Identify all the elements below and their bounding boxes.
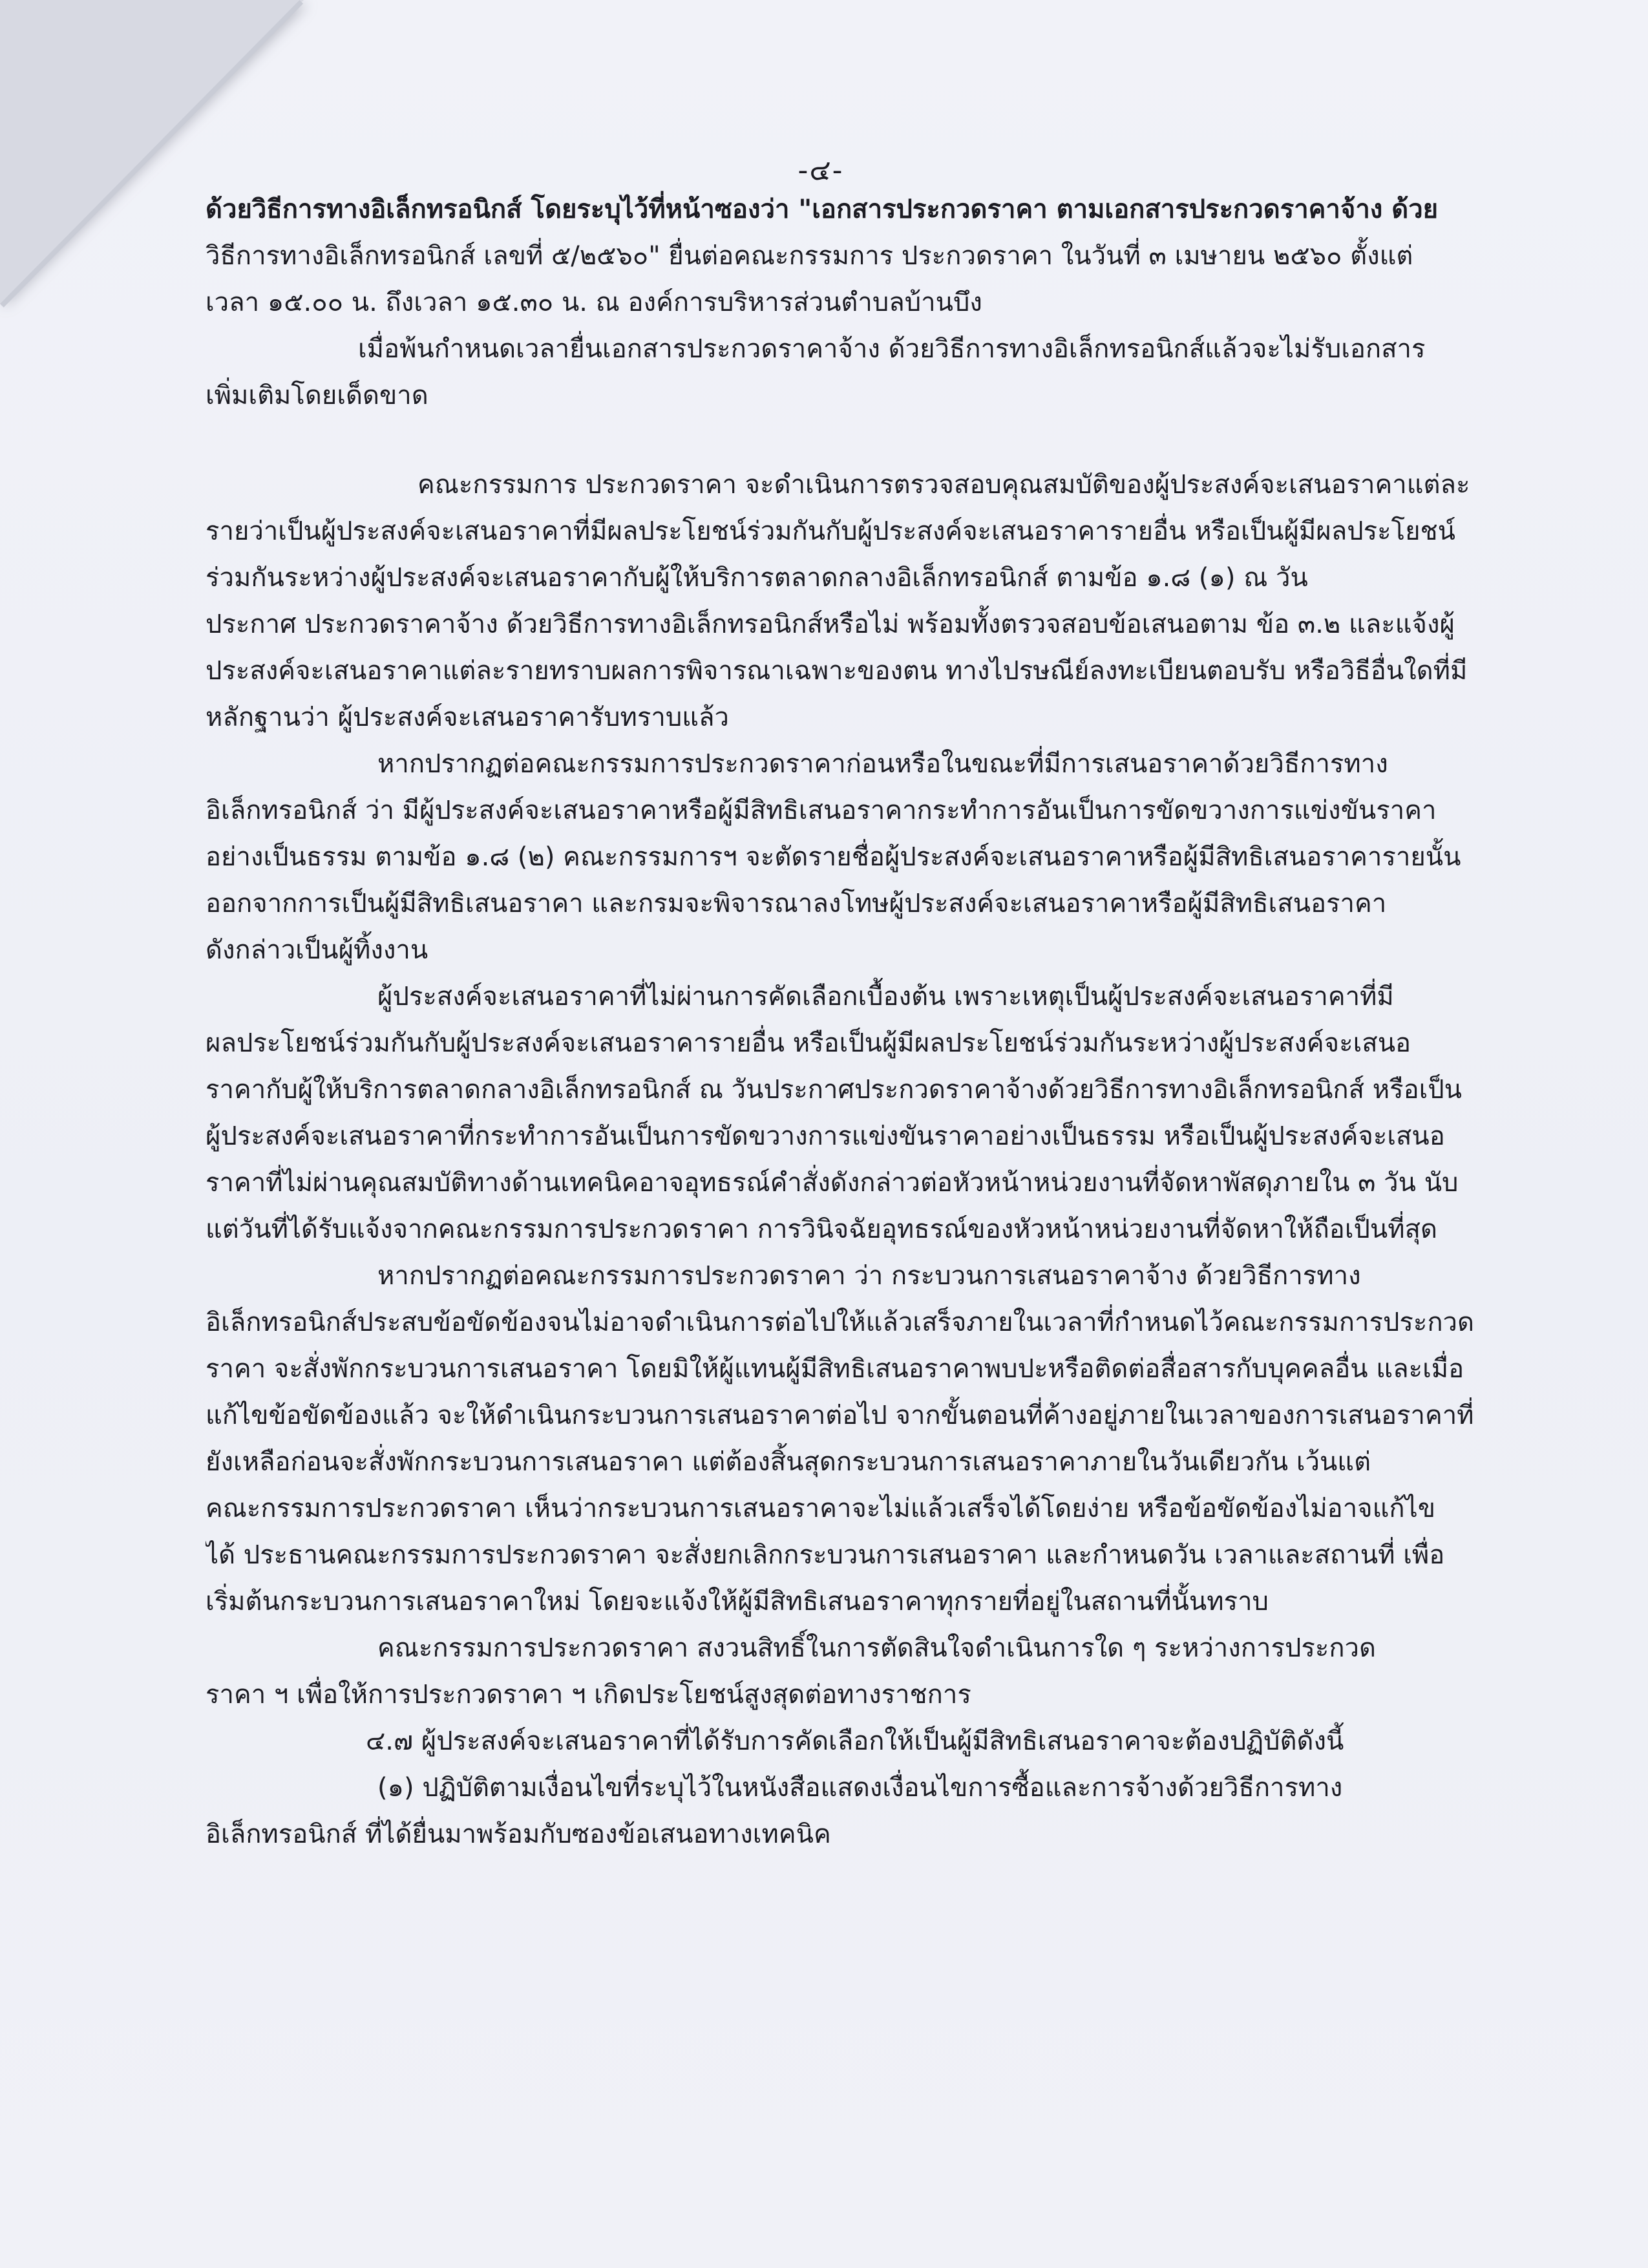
document-body — [206, 186, 1497, 1858]
text-line: ผู้ประสงค์จะเสนอราคาที่ไม่ผ่านการคัดเลือกเบื้องต้น เพราะเหตุเป็นผู้ประสงค์จะเสนอราคาที่มี — [377, 982, 1394, 1012]
section-4-7-heading — [206, 1718, 1497, 1765]
text-line: (๑) ปฏิบัติตามเงื่อนไขที่ระบุไว้ในหนังสือแสดงเงื่อนไขการซื้อและการจ้างด้วยวิธีการทาง — [377, 1773, 1343, 1803]
text-line: ๔.๗ ผู้ประสงค์จะเสนอราคาที่ได้รับการคัดเลือกให้เป็นผู้มีสิทธิเสนอราคาจะต้องปฏิบัติดังนี้ — [366, 1726, 1344, 1756]
paragraph-appeal — [206, 973, 1497, 1253]
paragraph-obstruction — [206, 741, 1497, 973]
text-line: คณะกรรมการ ประกวดราคา จะดำเนินการตรวจสอบคุณสมบัติของผู้ประสงค์จะเสนอราคาแต่ละ — [417, 470, 1470, 500]
text-line: อิเล็กทรอนิกส์ ที่ได้ยื่นมาพร้อมกับซองข้อเสนอทางเทคนิค — [206, 1819, 831, 1849]
paragraph-late-submission — [206, 326, 1497, 419]
text-line: อิเล็กทรอนิกส์ประสบข้อขัดข้องจนไม่อาจดำเนินการต่อไปให้แล้วเสร็จภายในเวลาที่กำหนดไว้คณะกรรมการประกวด — [206, 1308, 1474, 1337]
text-line: ได้ ประธานคณะกรรมการประกวดราคา จะสั่งยกเลิกกระบวนการเสนอราคา และกำหนดวัน เวลาและสถานที่ เพื่อ — [206, 1540, 1445, 1570]
paragraph-qualification-check — [206, 461, 1497, 741]
spacer — [206, 419, 1497, 461]
text-line: ราคา จะสั่งพักกระบวนการเสนอราคา โดยมิให้ผู้แทนผู้มีสิทธิเสนอราคาพบปะหรือติดต่อสื่อสารกับบุคคลอื่น และเมื่อ — [206, 1354, 1464, 1384]
text-line: หลักฐานว่า ผู้ประสงค์จะเสนอราคารับทราบแล้ว — [206, 703, 729, 732]
text-line: เพิ่มเติมโดยเด็ดขาด — [206, 381, 428, 410]
paragraph-technical-issue — [206, 1253, 1497, 1625]
text-line: ด้วยวิธีการทางอิเล็กทรอนิกส์ โดยระบุไว้ที่หน้าซองว่า "เอกสารประกวดราคา ตามเอกสารประกวดราคาจ้าง ด้วย — [206, 195, 1439, 224]
text-line: ดังกล่าวเป็นผู้ทิ้งงาน — [206, 935, 428, 965]
text-line: รายว่าเป็นผู้ประสงค์จะเสนอราคาที่มีผลประโยชน์ร่วมกันกับผู้ประสงค์จะเสนอราคารายอื่น หรือเป็นผู้มีผลประโยชน์ — [206, 516, 1456, 546]
text-line: ร่วมกันระหว่างผู้ประสงค์จะเสนอราคากับผู้ให้บริการตลาดกลางอิเล็กทรอนิกส์ ตามข้อ ๑.๘ (๑) ณ วัน — [206, 563, 1308, 593]
text-line: ราคาที่ไม่ผ่านคุณสมบัติทางด้านเทคนิคอาจอุทธรณ์คำสั่งดังกล่าวต่อหัวหน้าหน่วยงานที่จัดหาพัสดุภายใน ๓ วัน นับ — [206, 1168, 1459, 1198]
text-line: ยังเหลือก่อนจะสั่งพักกระบวนการเสนอราคา แต่ต้องสิ้นสุดกระบวนการเสนอราคาภายในวันเดียวกัน เว้นแต่ — [206, 1447, 1371, 1477]
text-line: ผลประโยชน์ร่วมกันกับผู้ประสงค์จะเสนอราคารายอื่น หรือเป็นผู้มีผลประโยชน์ร่วมกันระหว่างผู้ประสงค์จะเสนอ — [206, 1028, 1411, 1058]
text-line: คณะกรรมการประกวดราคา เห็นว่ากระบวนการเสนอราคาจะไม่แล้วเสร็จได้โดยง่าย หรือข้อขัดข้องไม่อาจแก้ไข — [206, 1494, 1436, 1523]
text-line: หากปรากฏต่อคณะกรรมการประกวดราคา ว่า กระบวนการเสนอราคาจ้าง ด้วยวิธีการทาง — [377, 1261, 1361, 1291]
text-line: ประกาศ ประกวดราคาจ้าง ด้วยวิธีการทางอิเล็กทรอนิกส์หรือไม่ พร้อมทั้งตรวจสอบข้อเสนอตาม ข้อ ๓.๒ และแจ้งผู้ — [206, 609, 1455, 639]
text-line: หากปรากฏต่อคณะกรรมการประกวดราคาก่อนหรือในขณะที่มีการเสนอราคาด้วยวิธีการทาง — [377, 749, 1388, 779]
text-line: แต่วันที่ได้รับแจ้งจากคณะกรรมการประกวดราคา การวินิจฉัยอุทธรณ์ของหัวหน้าหน่วยงานที่จัดหาให้ถือเป็นที่สุด — [206, 1214, 1437, 1244]
text-line: เริ่มต้นกระบวนการเสนอราคาใหม่ โดยจะแจ้งให้ผู้มีสิทธิเสนอราคาทุกรายที่อยู่ในสถานที่นั้นทราบ — [206, 1587, 1269, 1616]
text-line: อิเล็กทรอนิกส์ ว่า มีผู้ประสงค์จะเสนอราคาหรือผู้มีสิทธิเสนอราคากระทำการอันเป็นการขัดขวางการแข่งขันราคา — [206, 796, 1437, 825]
paragraph-reserved-rights — [206, 1625, 1497, 1718]
text-line: ราคา ฯ เพื่อให้การประกวดราคา ฯ เกิดประโยชน์สูงสุดต่อทางราชการ — [206, 1680, 971, 1710]
text-line: ผู้ประสงค์จะเสนอราคาที่กระทำการอันเป็นการขัดขวางการแข่งขันราคาอย่างเป็นธรรม หรือเป็นผู้ประสงค์จะเสนอ — [206, 1121, 1445, 1151]
text-line: เมื่อพ้นกำหนดเวลายื่นเอกสารประกวดราคาจ้าง ด้วยวิธีการทางอิเล็กทรอนิกส์แล้วจะไม่รับเอกสาร — [358, 334, 1426, 364]
text-line: ประสงค์จะเสนอราคาแต่ละรายทราบผลการพิจารณาเฉพาะของตน ทางไปรษณีย์ลงทะเบียนตอบรับ หรือวิธีอื่นใดที่มี — [206, 656, 1468, 686]
text-line: วิธีการทางอิเล็กทรอนิกส์ เลขที่ ๕/๒๕๖๐" ยื่นต่อคณะกรรมการ ประกวดราคา ในวันที่ ๓ เมษายน ๒๕๖๐ ตั้งแต่ — [206, 241, 1413, 271]
text-line: อย่างเป็นธรรม ตามข้อ ๑.๘ (๒) คณะกรรมการฯ จะตัดรายชื่อผู้ประสงค์จะเสนอราคาหรือผู้มีสิทธิเสนอราคารายนั้น — [206, 842, 1461, 872]
text-line: เวลา ๑๕.๐๐ น. ถึงเวลา ๑๕.๓๐ น. ณ องค์การบริหารส่วนตำบลบ้านบึง — [206, 288, 982, 317]
page-number: -๔- — [798, 154, 844, 187]
text-line: ราคากับผู้ให้บริการตลาดกลางอิเล็กทรอนิกส์ ณ วันประกาศประกวดราคาจ้างด้วยวิธีการทางอิเล็กทรอนิกส์ หรือเป็น — [206, 1075, 1463, 1105]
text-line: แก้ไขข้อขัดข้องแล้ว จะให้ดำเนินกระบวนการเสนอราคาต่อไป จากขั้นตอนที่ค้างอยู่ภายในเวลาของการเสนอราคาที่ — [206, 1401, 1474, 1430]
text-line: ออกจากการเป็นผู้มีสิทธิเสนอราคา และกรมจะพิจารณาลงโทษผู้ประสงค์จะเสนอราคาหรือผู้มีสิทธิเสนอราคา — [206, 889, 1387, 918]
text-line: คณะกรรมการประกวดราคา สงวนสิทธิ์ในการตัดสินใจดำเนินการใด ๆ ระหว่างการประกวด — [377, 1633, 1376, 1663]
section-4-7-item-1 — [206, 1765, 1497, 1858]
paragraph-submission-continuation — [206, 186, 1497, 326]
